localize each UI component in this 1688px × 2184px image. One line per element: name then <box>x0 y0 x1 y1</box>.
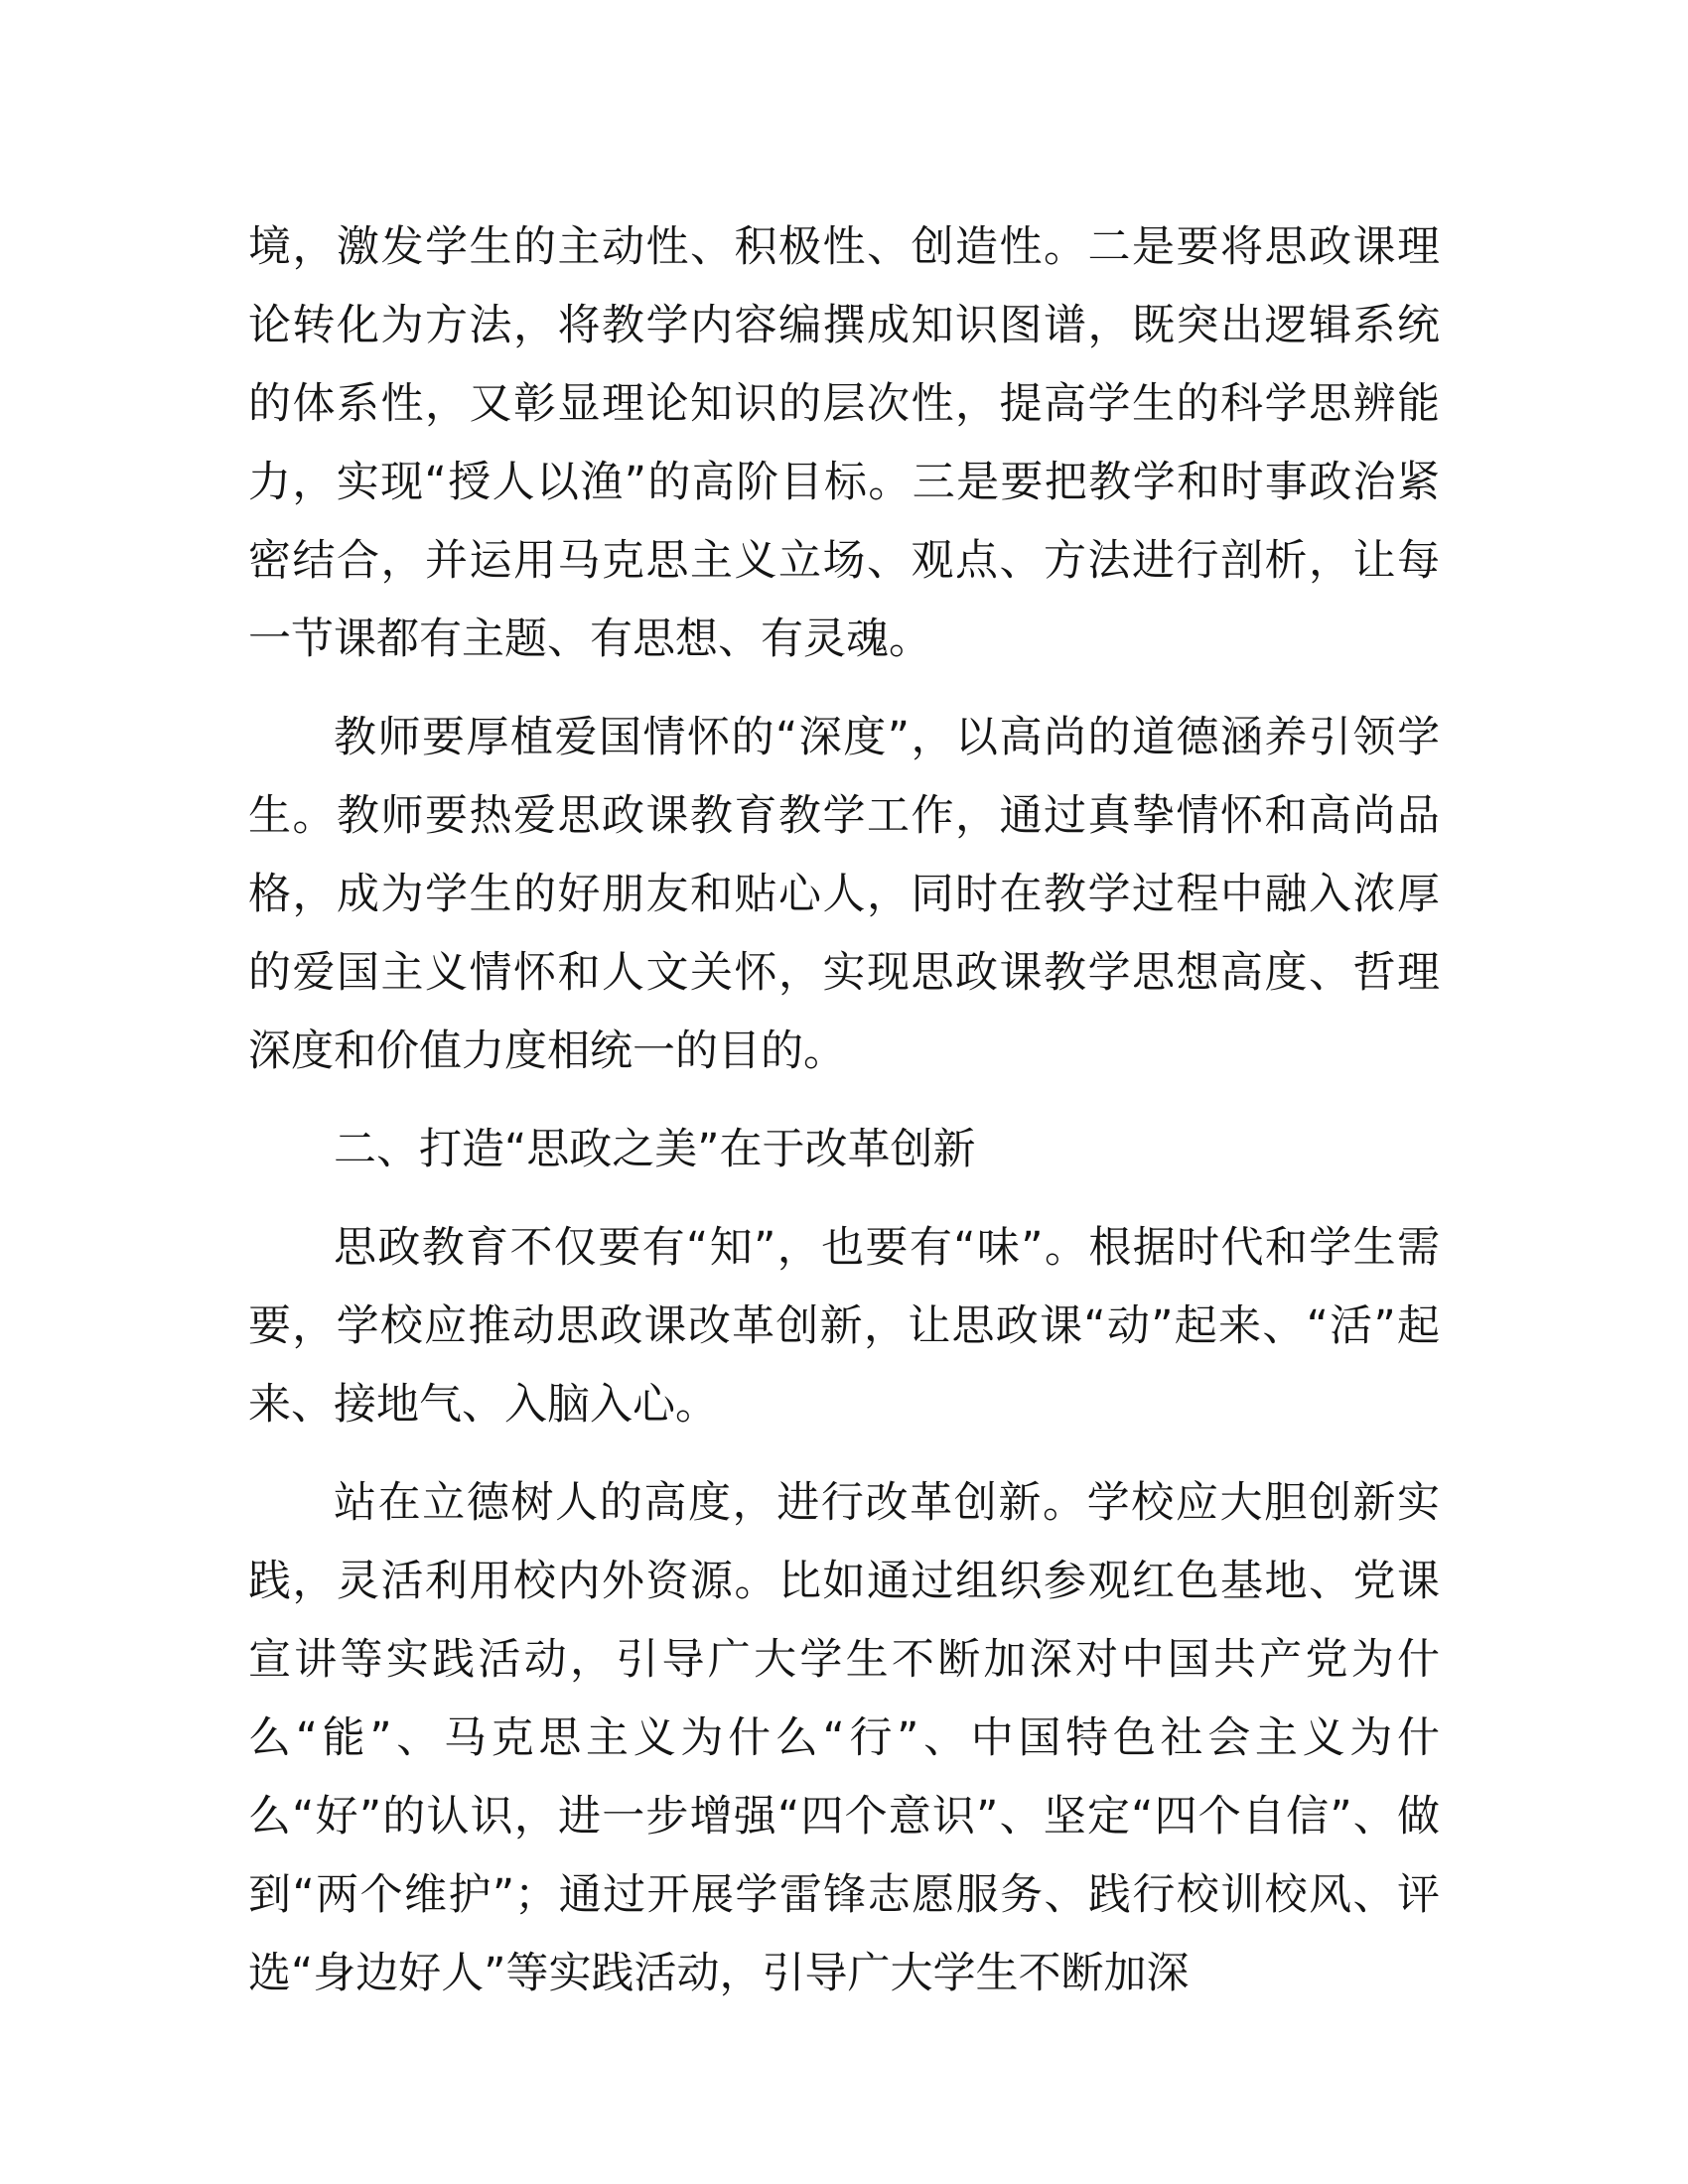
paragraph-reform-innovation: 思政教育不仅要有“知”，也要有“味”。根据时代和学生需要，学校应推动思政课改革创新，让思政课“动”起来、“活”起来、接地气、入脑入心。 <box>248 1223 1440 1430</box>
section-heading: 二、打造“思政之美”在于改革创新 <box>334 1125 976 1174</box>
paragraph-continuation: 境，激发学生的主动性、积极性、创造性。二是要将思政课理论转化为方法，将教学内容编撰成知识图谱，既突出逻辑系统的体系性，又彰显理论知识的层次性，提高学生的科学思辨能力，实现“授人以渔”的高阶目标。三是要把教学和时事政治紧密结合，并运用马克思主义立场、观点、方法进行剖析，让每一节课都有主题、有思想、有灵魂。 <box>248 222 1440 664</box>
paragraph-practice-activities: 站在立德树人的高度，进行改革创新。学校应大胆创新实践，灵活利用校内外资源。比如通过组织参观红色基地、党课宣讲等实践活动，引导广大学生不断加深对中国共产党为什么“能”、马克思主义为什么“行”、中国特色社会主义为什么“好”的认识，进一步增强“四个意识”、坚定“四个自信”、做到“两个维护”；通过开展学雷锋志愿服务、践行校训校风、评选“身边好人”等实践活动，引导广大学生不断加深 <box>248 1478 1440 1998</box>
document-body <box>248 208 1440 2033</box>
paragraph-teacher-patriotism: 教师要厚植爱国情怀的“深度”，以高尚的道德涵养引领学生。教师要热爱思政课教育教学工作，通过真挚情怀和高尚品格，成为学生的好朋友和贴心人，同时在教学过程中融入浓厚的爱国主义情怀和人文关怀，实现思政课教学思想高度、哲理深度和价值力度相统一的目的。 <box>248 713 1440 1076</box>
